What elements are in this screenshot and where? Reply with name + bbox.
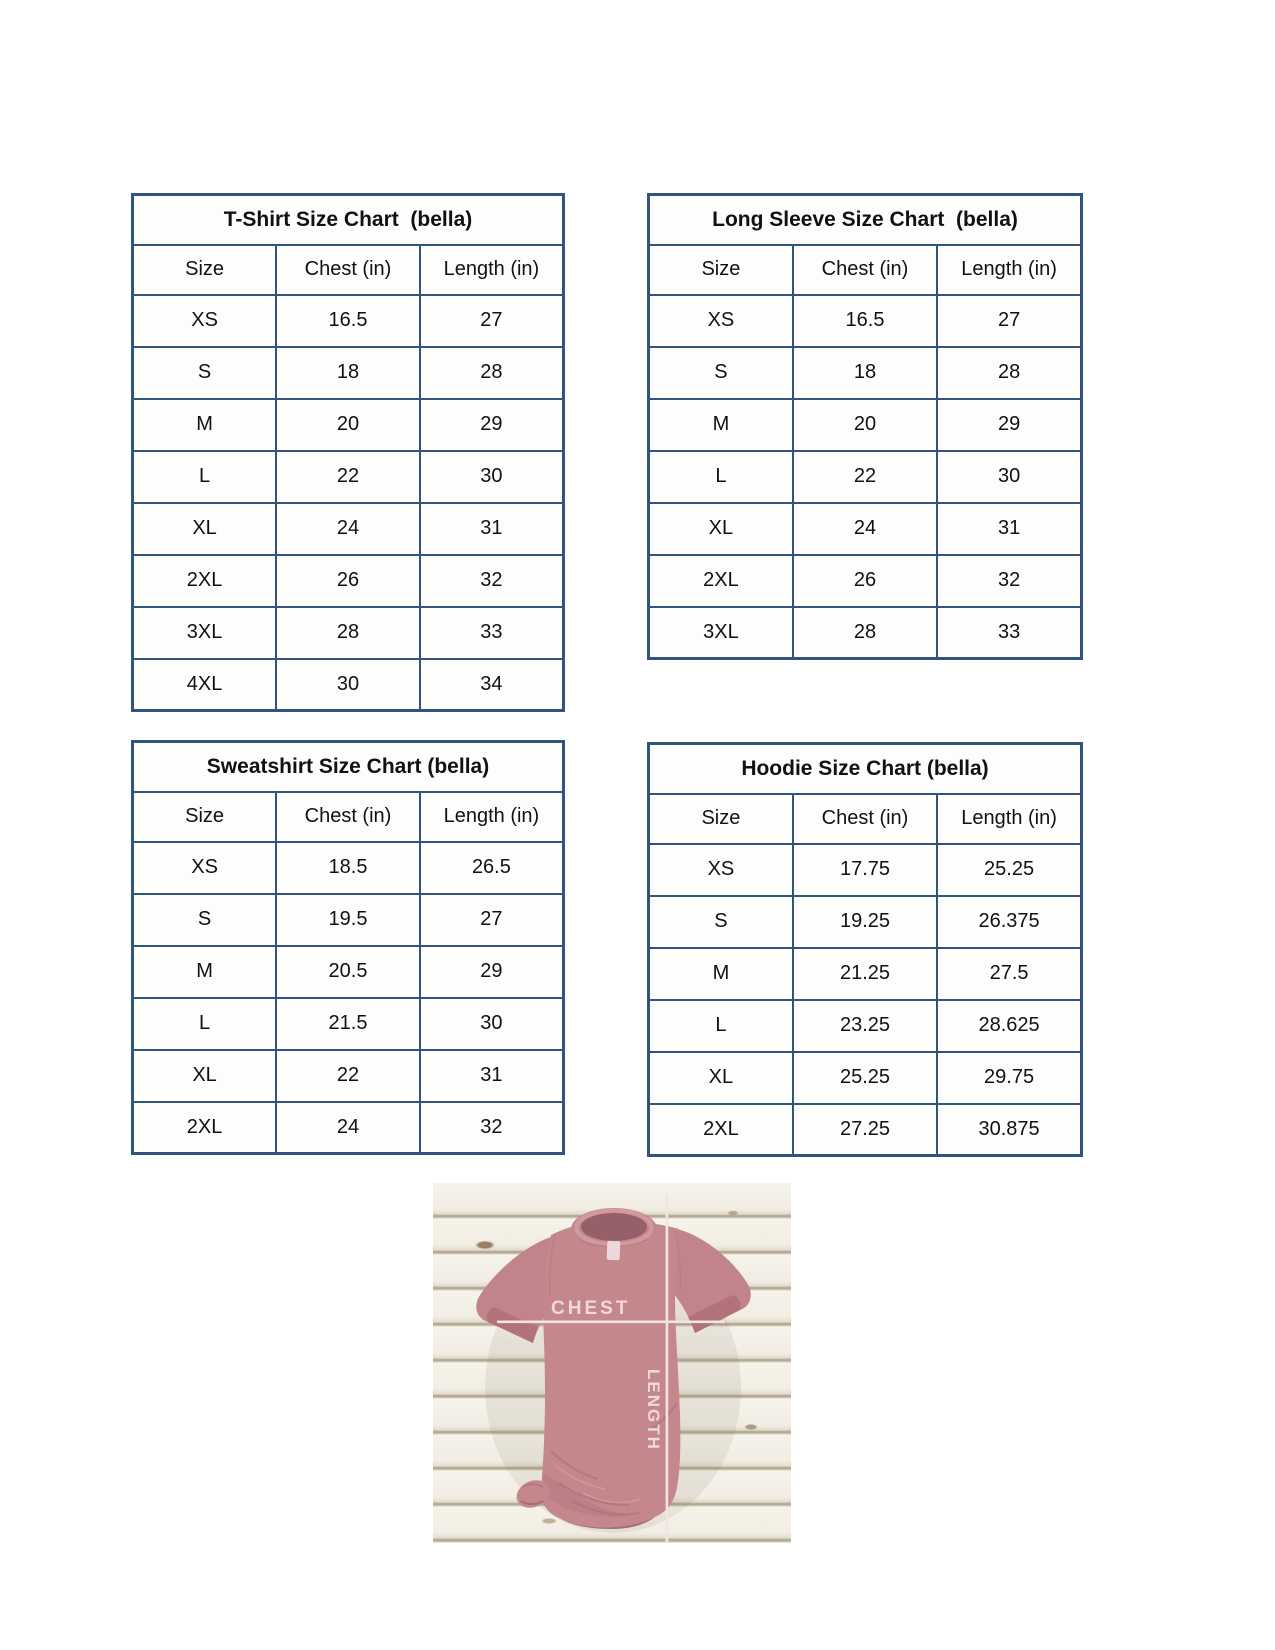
column-header-chest: Chest (in): [276, 792, 420, 842]
table-row: [133, 659, 564, 711]
size-cell: XL: [133, 503, 277, 555]
column-header-length: Length (in): [937, 794, 1081, 844]
table-row: [133, 946, 564, 998]
column-header-chest: Chest (in): [793, 794, 937, 844]
table-row: [133, 295, 564, 347]
chest-cell: 28: [276, 607, 420, 659]
size-cell: 3XL: [649, 607, 793, 659]
size-cell: M: [649, 399, 793, 451]
table-title: Sweatshirt Size Chart (bella): [133, 742, 564, 792]
table-row: [649, 948, 1082, 1000]
size-cell: XL: [649, 1052, 793, 1104]
length-cell: 29.75: [937, 1052, 1081, 1104]
table-title: T-Shirt Size Chart (bella): [133, 195, 564, 245]
size-cell: S: [649, 896, 793, 948]
chest-cell: 22: [793, 451, 937, 503]
length-cell: 32: [420, 1102, 564, 1154]
length-cell: 32: [420, 555, 564, 607]
table-row: [133, 1102, 564, 1154]
table-title-row: [649, 744, 1082, 794]
size-cell: XL: [133, 1050, 277, 1102]
chest-cell: 27.25: [793, 1104, 937, 1156]
length-cell: 27: [420, 295, 564, 347]
chest-cell: 18: [793, 347, 937, 399]
length-cell: 31: [937, 503, 1081, 555]
table-row: [133, 842, 564, 894]
chest-cell: 16.5: [276, 295, 420, 347]
table-row: [649, 896, 1082, 948]
length-cell: 29: [937, 399, 1081, 451]
size-cell: M: [649, 948, 793, 1000]
column-header-length: Length (in): [420, 245, 564, 295]
size-cell: 2XL: [133, 1102, 277, 1154]
size-cell: XL: [649, 503, 793, 555]
chest-cell: 19.5: [276, 894, 420, 946]
chest-cell: 22: [276, 1050, 420, 1102]
size-cell: 2XL: [649, 1104, 793, 1156]
chest-cell: 20.5: [276, 946, 420, 998]
tshirt-size-chart-table: [131, 193, 565, 712]
chest-cell: 24: [276, 1102, 420, 1154]
table-header-row: [649, 794, 1082, 844]
length-cell: 30: [420, 451, 564, 503]
table-title: Hoodie Size Chart (bella): [649, 744, 1082, 794]
table-row: [133, 607, 564, 659]
table-row: [649, 295, 1082, 347]
chest-cell: 20: [793, 399, 937, 451]
table-title-row: [133, 195, 564, 245]
table-row: [133, 555, 564, 607]
length-cell: 33: [420, 607, 564, 659]
long-sleeve-size-chart-table: [647, 193, 1083, 660]
chest-cell: 26: [793, 555, 937, 607]
table-row: [649, 451, 1082, 503]
table-row: [649, 1104, 1082, 1156]
chest-label: CHEST: [551, 1298, 631, 1319]
column-header-size: Size: [133, 792, 277, 842]
length-cell: 32: [937, 555, 1081, 607]
chest-cell: 16.5: [793, 295, 937, 347]
sweatshirt-size-chart-table: [131, 740, 565, 1155]
table-row: [133, 347, 564, 399]
chest-cell: 24: [793, 503, 937, 555]
length-cell: 25.25: [937, 844, 1081, 896]
chest-cell: 17.75: [793, 844, 937, 896]
size-cell: XS: [133, 842, 277, 894]
chest-cell: 21.25: [793, 948, 937, 1000]
size-cell: XS: [649, 844, 793, 896]
length-cell: 26.375: [937, 896, 1081, 948]
table-header-row: [133, 245, 564, 295]
length-cell: 27: [937, 295, 1081, 347]
column-header-length: Length (in): [937, 245, 1081, 295]
chest-cell: 30: [276, 659, 420, 711]
size-cell: XS: [133, 295, 277, 347]
table-header-row: [133, 792, 564, 842]
chest-cell: 21.5: [276, 998, 420, 1050]
chest-cell: 23.25: [793, 1000, 937, 1052]
table-row: [649, 347, 1082, 399]
size-cell: 2XL: [133, 555, 277, 607]
size-guide-photo: [433, 1183, 791, 1543]
length-cell: 30: [937, 451, 1081, 503]
chest-cell: 19.25: [793, 896, 937, 948]
size-cell: L: [649, 1000, 793, 1052]
length-measure-line: [666, 1195, 669, 1543]
table-row: [649, 555, 1082, 607]
length-cell: 27.5: [937, 948, 1081, 1000]
chest-cell: 18.5: [276, 842, 420, 894]
chest-cell: 24: [276, 503, 420, 555]
size-cell: XS: [649, 295, 793, 347]
column-header-size: Size: [649, 794, 793, 844]
table-row: [133, 503, 564, 555]
length-cell: 29: [420, 399, 564, 451]
size-cell: S: [133, 894, 277, 946]
length-cell: 31: [420, 503, 564, 555]
table-row: [133, 998, 564, 1050]
length-cell: 28: [420, 347, 564, 399]
length-cell: 29: [420, 946, 564, 998]
size-cell: M: [133, 946, 277, 998]
length-cell: 30: [420, 998, 564, 1050]
table-row: [649, 399, 1082, 451]
length-cell: 28.625: [937, 1000, 1081, 1052]
size-cell: 4XL: [133, 659, 277, 711]
size-cell: L: [649, 451, 793, 503]
size-cell: L: [133, 998, 277, 1050]
size-cell: L: [133, 451, 277, 503]
table-title-row: [649, 195, 1082, 245]
table-header-row: [649, 245, 1082, 295]
chest-cell: 18: [276, 347, 420, 399]
table-row: [133, 451, 564, 503]
column-header-chest: Chest (in): [276, 245, 420, 295]
size-cell: M: [133, 399, 277, 451]
shirt-tag: [607, 1241, 621, 1260]
table-row: [133, 894, 564, 946]
table-row: [649, 844, 1082, 896]
column-header-length: Length (in): [420, 792, 564, 842]
size-cell: S: [649, 347, 793, 399]
hoodie-size-chart-table: [647, 742, 1083, 1157]
chest-cell: 26: [276, 555, 420, 607]
length-label: LENGTH: [644, 1369, 663, 1451]
length-cell: 28: [937, 347, 1081, 399]
length-cell: 26.5: [420, 842, 564, 894]
column-header-size: Size: [133, 245, 277, 295]
table-row: [649, 1000, 1082, 1052]
table-row: [649, 607, 1082, 659]
table-row: [133, 1050, 564, 1102]
size-cell: 2XL: [649, 555, 793, 607]
chest-cell: 22: [276, 451, 420, 503]
table-row: [133, 399, 564, 451]
length-cell: 30.875: [937, 1104, 1081, 1156]
column-header-size: Size: [649, 245, 793, 295]
length-cell: 33: [937, 607, 1081, 659]
chest-measure-line: [497, 1321, 725, 1324]
chest-cell: 20: [276, 399, 420, 451]
table-row: [649, 1052, 1082, 1104]
length-cell: 34: [420, 659, 564, 711]
table-title-row: [133, 742, 564, 792]
length-cell: 31: [420, 1050, 564, 1102]
column-header-chest: Chest (in): [793, 245, 937, 295]
tshirt-flatlay-graphic: [433, 1183, 791, 1543]
chest-cell: 28: [793, 607, 937, 659]
chest-cell: 25.25: [793, 1052, 937, 1104]
length-cell: 27: [420, 894, 564, 946]
table-row: [649, 503, 1082, 555]
size-cell: S: [133, 347, 277, 399]
size-cell: 3XL: [133, 607, 277, 659]
table-title: Long Sleeve Size Chart (bella): [649, 195, 1082, 245]
